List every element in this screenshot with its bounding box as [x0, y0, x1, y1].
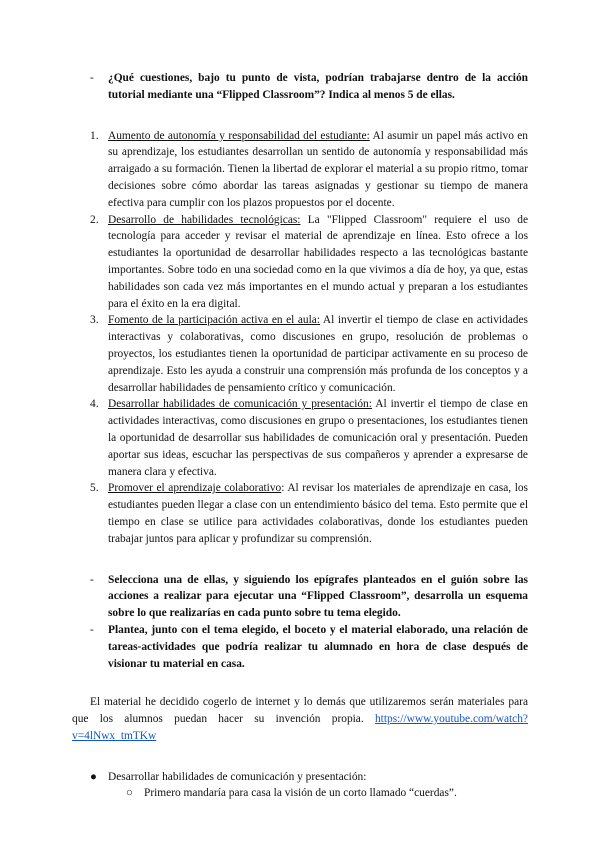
bullet-marker: ● [90, 770, 97, 783]
bullet-list [90, 769, 528, 803]
question-3 [90, 622, 528, 672]
list-number: 3. [90, 314, 99, 327]
list-item [90, 128, 528, 212]
item-body: Al invertir el tiempo de clase en actividades interactivas, como discusiones en grupo o presentaciones, los estudiantes tienen la oportunidad de desarrollar sus habilidades de comunicación oral y presentación. Pueden aportar sus ideas, escuchar las perspectivas de sus compañeros y aprender a expresarse de manera clara y efectiva. [108, 398, 528, 478]
paragraph-text: El material he decidido cogerlo de internet y lo demás que utilizaremos serán materiales para que los alumnos puedan hacer su invención propia. [72, 696, 528, 726]
list-number: 5. [90, 482, 99, 495]
spacer [90, 548, 528, 572]
dash-marker: - [90, 623, 94, 636]
sub-list [108, 785, 528, 802]
list-item [90, 396, 528, 480]
item-body: Al invertir el tiempo de clase en actividades interactivas y colaborativas, como discusiones en grupo, resolución de problemas o proyectos, los estudiantes tienen la oportunidad de participar activamente en su proceso de aprendizaje. Esto les ayuda a construir una comprensión más profunda de los conceptos y a desarrollar habilidades de pensamiento crítico y comunicación. [108, 314, 528, 394]
list-number: 4. [90, 398, 99, 411]
youtube-link[interactable]: https://www.youtube.com/watch?v=4lNwx_tmTKw [72, 713, 528, 742]
bullet-item [90, 769, 528, 803]
item-heading: Desarrollar habilidades de comunicación y presentación: [108, 398, 372, 411]
item-heading: Fomento de la participación activa en el aula: [108, 314, 321, 327]
list-item [90, 212, 528, 313]
item-heading: Promover el aprendizaje colaborativo [108, 482, 282, 495]
material-paragraph [72, 694, 528, 744]
list-item [90, 312, 528, 396]
item-body: La "Flipped Classroom" requiere el uso de tecnología para acceder y revisar el material de aprendizaje en línea. Esto ofrece a los estudiantes la oportunidad de desarrollar habilidades respecto a las tecnológicas bastante importantes. Sobre todo en una sociedad como en la que vivimos a día de hoy, ya que, estas habilidades son cada vez más importantes en el mundo actual y preparan a los estudiantes para el éxito en la era digital. [108, 213, 529, 310]
list-number: 2. [90, 213, 99, 226]
list-item [90, 480, 528, 547]
item-heading: Aumento de autonomía y responsabilidad del estudiante: [108, 129, 370, 142]
dash-marker: - [90, 573, 94, 586]
question-1-text: ¿Qué cuestiones, bajo tu punto de vista, podrían trabajarse dentro de la acción tutorial mediante una “Flipped Classroom”? Indica al menos 5 de ellas. [108, 72, 528, 101]
question-3-text: Plantea, junto con el tema elegido, el boceto y el material elaborado, una relación de tareas-actividades que podría realizar tu alumnado en hora de clase después de visionar tu material en casa. [108, 623, 528, 670]
sub-bullet-text: Primero mandaría para casa la visión de un corto llamado “cuerdas”. [144, 787, 457, 800]
question-2 [90, 572, 528, 622]
item-heading: Desarrollo de habilidades tecnológicas: [108, 213, 301, 226]
question-1 [90, 70, 528, 104]
item-body: Al asumir un papel más activo en su aprendizaje, los estudiantes desarrollan un sentido de autonomía y responsabilidad más arraigado a su formación. Tienen la libertad de explorar el material a su propio ritmo, tomar decisiones sobre cómo abordar las tareas asignadas y gestionar su tiempo de manera efectiva para cumplir con los plazos propuestos por el docente. [108, 129, 528, 209]
list-number: 1. [90, 129, 99, 142]
answers-list [90, 128, 528, 548]
item-body: : Al revisar los materiales de aprendizaje en casa, los estudiantes pueden llegar a clase con un entendimiento básico del tema. Esto permite que el tiempo en clase se utilice para actividades colaborativas, donde los estudiantes pueden trabajar juntos para aplicar y profundizar su comprensión. [108, 482, 528, 545]
dash-marker: - [90, 72, 94, 84]
sub-bullet-item [126, 785, 528, 802]
question-2-text: Selecciona una de ellas, y siguiendo los epígrafes planteados en el guión sobre las acciones a realizar para ejecutar una “Flipped Classroom”, desarrolla un esquema sobre lo que realizarías en cada punto sobre tu tema elegido. [108, 573, 528, 620]
sub-bullet-marker: ○ [126, 787, 133, 800]
bullet-text: Desarrollar habilidades de comunicación y presentación: [108, 770, 367, 783]
